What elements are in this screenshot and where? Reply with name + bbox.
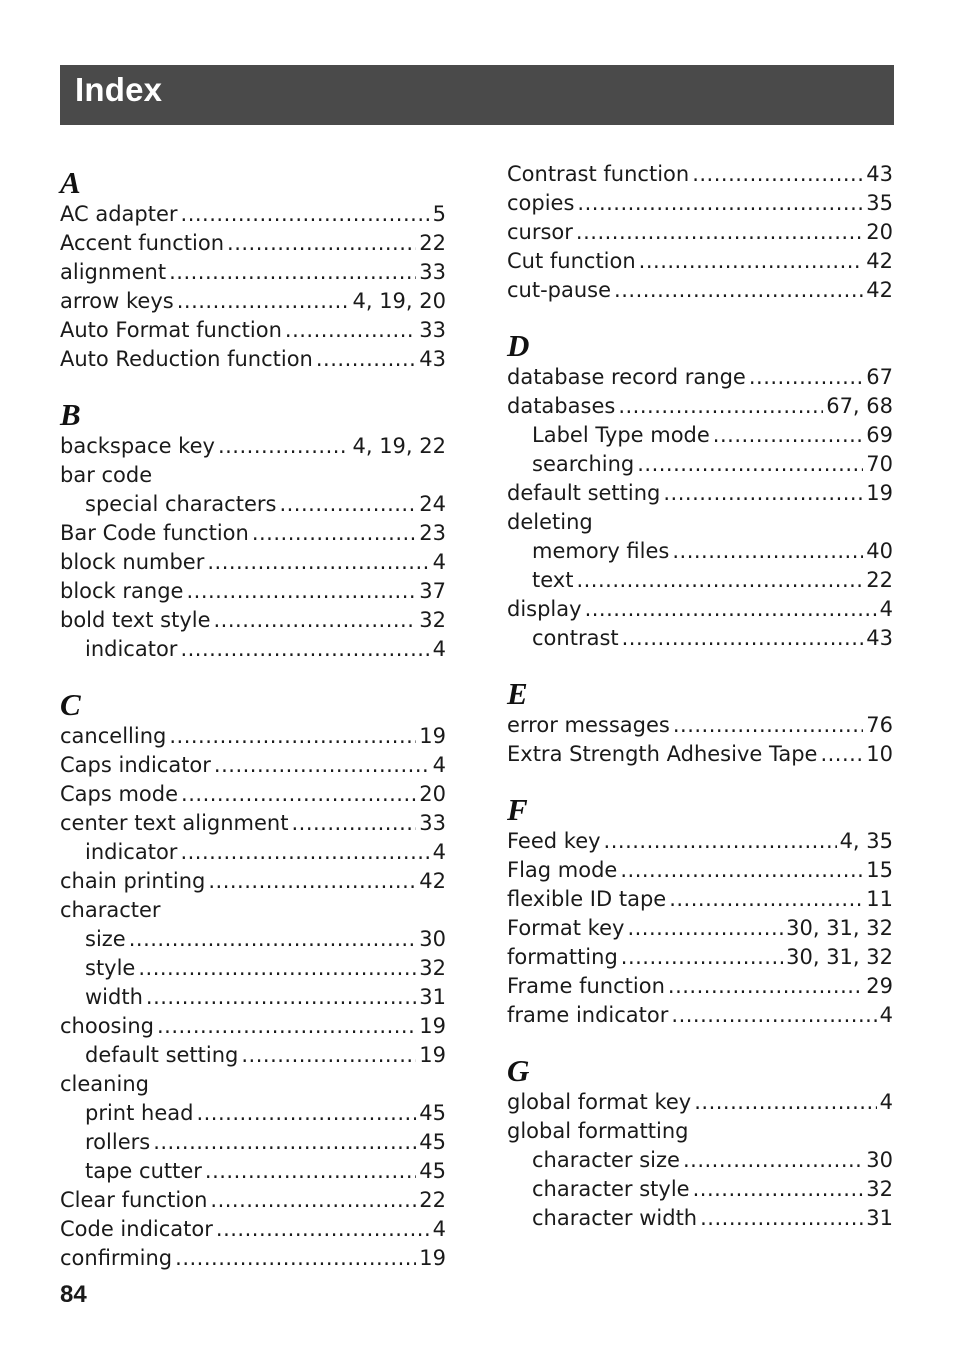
entry-pages: 45: [419, 1159, 446, 1183]
entry-pages: 22: [419, 231, 446, 255]
dot-leader: [181, 780, 416, 809]
index-entry: [60, 432, 446, 461]
entry-pages: 45: [419, 1130, 446, 1154]
dot-leader: [694, 1088, 876, 1117]
index-subentry: [60, 490, 446, 519]
entry-term: print head: [85, 1101, 194, 1125]
entry-pages: 37: [419, 579, 446, 603]
dot-leader: [169, 722, 416, 751]
entry-term: character style: [532, 1177, 690, 1201]
entry-term: center text alignment: [60, 811, 289, 835]
entry-pages: 43: [419, 347, 446, 371]
index-entry: [507, 508, 893, 537]
index-entry: [507, 1117, 893, 1146]
index-subentry: [507, 566, 893, 595]
entry-term: Auto Reduction function: [60, 347, 313, 371]
dot-leader: [227, 229, 416, 258]
dot-leader: [157, 1012, 416, 1041]
entry-pages: 11: [866, 887, 893, 911]
index-entry: [60, 1012, 446, 1041]
dot-leader: [693, 1175, 864, 1204]
index-entry: [60, 867, 446, 896]
index-section: [60, 162, 446, 374]
section-letter: A: [60, 165, 81, 200]
entry-term: default setting: [85, 1043, 239, 1067]
entry-term: block range: [60, 579, 184, 603]
dot-leader: [820, 740, 863, 769]
index-entry: [60, 316, 446, 345]
dot-leader: [700, 1204, 863, 1233]
dot-leader: [672, 537, 863, 566]
entry-pages: 33: [419, 318, 446, 342]
index-entry: [507, 595, 893, 624]
entry-pages: 4: [879, 1090, 893, 1114]
index-entry: [507, 392, 893, 421]
entry-pages: 22: [866, 568, 893, 592]
entry-pages: 19: [419, 1043, 446, 1067]
dot-leader: [668, 972, 863, 1001]
page-number: 84: [60, 1281, 87, 1308]
entry-term: size: [85, 927, 126, 951]
index-section: [60, 684, 446, 1273]
entry-pages: 32: [866, 1177, 893, 1201]
entry-term: flexible ID tape: [507, 887, 667, 911]
entry-pages: 40: [866, 539, 893, 563]
index-subentry: [507, 421, 893, 450]
index-subentry: [60, 1128, 446, 1157]
index-entry: [507, 856, 893, 885]
index-entry: [507, 943, 893, 972]
entry-pages: 22: [419, 1188, 446, 1212]
dot-leader: [577, 189, 863, 218]
entry-term: memory files: [532, 539, 670, 563]
dot-leader: [169, 258, 416, 287]
entry-term: Auto Format function: [60, 318, 282, 342]
entry-term: special characters: [85, 492, 277, 516]
dot-leader: [639, 247, 864, 276]
entry-term: Contrast function: [507, 162, 690, 186]
entry-pages: 42: [419, 869, 446, 893]
index-entry: [507, 1001, 893, 1030]
index-entry: [60, 1244, 446, 1273]
entry-term: cancelling: [60, 724, 167, 748]
entry-pages: 4, 19, 20: [352, 289, 446, 313]
entry-term: style: [85, 956, 136, 980]
index-entry: [507, 189, 893, 218]
index-entry: [507, 885, 893, 914]
entry-pages: 69: [866, 423, 893, 447]
dot-leader: [614, 276, 863, 305]
entry-term: chain printing: [60, 869, 206, 893]
entry-term: AC adapter: [60, 202, 178, 226]
entry-term: alignment: [60, 260, 167, 284]
entry-term: global format key: [507, 1090, 692, 1114]
index-entry: [507, 1088, 893, 1117]
index-subentry: [507, 1175, 893, 1204]
index-entry: [60, 577, 446, 606]
section-letter: F: [507, 792, 528, 827]
index-subentry: [507, 1146, 893, 1175]
index-entry: [507, 479, 893, 508]
entry-pages: 10: [866, 742, 893, 766]
entry-pages: 30: [866, 1148, 893, 1172]
index-entry: [507, 740, 893, 769]
entry-pages: 45: [419, 1101, 446, 1125]
entry-pages: 33: [419, 811, 446, 835]
index-entry: [60, 722, 446, 751]
dot-leader: [241, 1041, 416, 1070]
dot-leader: [713, 421, 863, 450]
index-subentry: [60, 925, 446, 954]
entry-pages: 67, 68: [826, 394, 893, 418]
entry-term: cut-pause: [507, 278, 612, 302]
dot-leader: [205, 1157, 416, 1186]
entry-pages: 43: [866, 626, 893, 650]
dot-leader: [218, 432, 350, 461]
section-letter: C: [60, 687, 81, 722]
entry-term: indicator: [85, 840, 178, 864]
entry-term: Flag mode: [507, 858, 618, 882]
index-subentry: [60, 1157, 446, 1186]
index-subentry: [60, 1099, 446, 1128]
section-letter: B: [60, 397, 81, 432]
index-subentry: [60, 983, 446, 1012]
index-entry: [507, 218, 893, 247]
index-section: [507, 325, 893, 653]
dot-leader: [622, 624, 864, 653]
dot-leader: [146, 983, 416, 1012]
dot-leader: [621, 943, 783, 972]
index-entry: [507, 972, 893, 1001]
index-column-right: [507, 160, 893, 1233]
entry-term: deleting: [507, 510, 593, 534]
dot-leader: [692, 160, 863, 189]
index-subentry: [60, 635, 446, 664]
dot-leader: [214, 606, 417, 635]
index-subentry: [507, 537, 893, 566]
index-entry: [60, 258, 446, 287]
index-entry: [60, 461, 446, 490]
entry-pages: 24: [419, 492, 446, 516]
entry-pages: 4: [432, 753, 446, 777]
entry-term: character: [60, 898, 161, 922]
entry-pages: 19: [419, 1014, 446, 1038]
entry-pages: 20: [866, 220, 893, 244]
entry-pages: 31: [866, 1206, 893, 1230]
index-entry: [60, 200, 446, 229]
dot-leader: [576, 218, 863, 247]
dot-leader: [180, 635, 429, 664]
index-section: [60, 394, 446, 664]
index-entry: [60, 780, 446, 809]
entry-pages: 32: [419, 608, 446, 632]
dot-leader: [669, 885, 863, 914]
entry-term: backspace key: [60, 434, 215, 458]
entry-pages: 19: [419, 724, 446, 748]
dot-leader: [196, 1099, 416, 1128]
entry-term: database record range: [507, 365, 746, 389]
entry-term: Caps mode: [60, 782, 179, 806]
dot-leader: [175, 1244, 416, 1273]
entry-pages: 4, 35: [839, 829, 893, 853]
index-entry: [507, 827, 893, 856]
index-subentry: [60, 838, 446, 867]
entry-term: indicator: [85, 637, 178, 661]
entry-term: searching: [532, 452, 635, 476]
dot-leader: [673, 711, 863, 740]
entry-term: display: [507, 597, 582, 621]
entry-term: block number: [60, 550, 205, 574]
entry-pages: 15: [866, 858, 893, 882]
entry-term: character size: [532, 1148, 680, 1172]
entry-pages: 30: [419, 927, 446, 951]
entry-pages: 30, 31, 32: [786, 945, 893, 969]
entry-pages: 4, 19, 22: [352, 434, 446, 458]
index-column-left: [60, 162, 446, 1273]
index-entry: [507, 711, 893, 740]
entry-term: Frame function: [507, 974, 665, 998]
entry-pages: 29: [866, 974, 893, 998]
dot-leader: [216, 1215, 430, 1244]
index-section: [507, 789, 893, 1030]
dot-leader: [683, 1146, 863, 1175]
entry-pages: 19: [419, 1246, 446, 1270]
entry-pages: 23: [419, 521, 446, 545]
entry-term: choosing: [60, 1014, 154, 1038]
entry-term: copies: [507, 191, 575, 215]
entry-pages: 20: [419, 782, 446, 806]
entry-term: confirming: [60, 1246, 173, 1270]
entry-pages: 4: [879, 597, 893, 621]
entry-term: databases: [507, 394, 616, 418]
entry-pages: 30, 31, 32: [786, 916, 893, 940]
index-subentry: [507, 1204, 893, 1233]
entry-term: text: [532, 568, 574, 592]
entry-term: formatting: [507, 945, 618, 969]
entry-term: rollers: [85, 1130, 151, 1154]
dot-leader: [208, 867, 416, 896]
entry-term: bold text style: [60, 608, 211, 632]
dot-leader: [138, 954, 416, 983]
entry-term: cursor: [507, 220, 573, 244]
index-header-bar: [60, 65, 894, 125]
section-letter: G: [507, 1053, 530, 1088]
dot-leader: [153, 1128, 416, 1157]
dot-leader: [637, 450, 863, 479]
entry-pages: 31: [419, 985, 446, 1009]
dot-leader: [207, 548, 429, 577]
dot-leader: [129, 925, 417, 954]
entry-term: contrast: [532, 626, 619, 650]
section-letter: D: [507, 328, 530, 363]
index-entry: [60, 345, 446, 374]
entry-pages: 4: [432, 840, 446, 864]
index-section: [507, 160, 893, 305]
page-title: Index: [75, 71, 163, 108]
index-subentry: [507, 624, 893, 653]
dot-leader: [291, 809, 416, 838]
dot-leader: [252, 519, 416, 548]
index-section: [507, 673, 893, 769]
dot-leader: [181, 200, 430, 229]
dot-leader: [177, 287, 350, 316]
entry-term: Label Type mode: [532, 423, 710, 447]
dot-leader: [749, 363, 863, 392]
index-entry: [60, 287, 446, 316]
entry-pages: 35: [866, 191, 893, 215]
dot-leader: [585, 595, 877, 624]
index-subentry: [60, 954, 446, 983]
entry-pages: 4: [432, 550, 446, 574]
index-entry: [507, 160, 893, 189]
entry-term: global formatting: [507, 1119, 689, 1143]
entry-pages: 4: [879, 1003, 893, 1027]
entry-pages: 42: [866, 278, 893, 302]
dot-leader: [316, 345, 416, 374]
dot-leader: [620, 856, 863, 885]
index-entry: [60, 896, 446, 925]
entry-pages: 19: [866, 481, 893, 505]
dot-leader: [618, 392, 823, 421]
index-entry: [507, 276, 893, 305]
index-entry: [60, 519, 446, 548]
index-entry: [60, 1215, 446, 1244]
dot-leader: [279, 490, 416, 519]
entry-term: Extra Strength Adhesive Tape: [507, 742, 818, 766]
dot-leader: [180, 838, 429, 867]
entry-term: error messages: [507, 713, 670, 737]
index-entry: [507, 247, 893, 276]
index-entry: [507, 363, 893, 392]
index-subentry: [507, 450, 893, 479]
entry-term: Code indicator: [60, 1217, 213, 1241]
dot-leader: [285, 316, 416, 345]
index-entry: [60, 229, 446, 258]
dot-leader: [576, 566, 863, 595]
entry-term: cleaning: [60, 1072, 149, 1096]
entry-term: tape cutter: [85, 1159, 202, 1183]
index-entry: [507, 914, 893, 943]
entry-pages: 32: [419, 956, 446, 980]
index-entry: [60, 1186, 446, 1215]
entry-term: width: [85, 985, 143, 1009]
entry-term: Accent function: [60, 231, 225, 255]
entry-term: Bar Code function: [60, 521, 249, 545]
entry-pages: 43: [866, 162, 893, 186]
entry-term: Feed key: [507, 829, 601, 853]
dot-leader: [663, 479, 863, 508]
entry-term: frame indicator: [507, 1003, 669, 1027]
dot-leader: [604, 827, 837, 856]
index-section: [507, 1050, 893, 1233]
dot-leader: [186, 577, 416, 606]
entry-pages: 5: [432, 202, 446, 226]
entry-term: Cut function: [507, 249, 636, 273]
entry-term: Format key: [507, 916, 625, 940]
section-letter: E: [507, 676, 528, 711]
entry-pages: 70: [866, 452, 893, 476]
index-subentry: [60, 1041, 446, 1070]
dot-leader: [627, 914, 783, 943]
entry-term: Caps indicator: [60, 753, 211, 777]
index-entry: [60, 809, 446, 838]
dot-leader: [671, 1001, 876, 1030]
dot-leader: [210, 1186, 416, 1215]
entry-pages: 42: [866, 249, 893, 273]
entry-term: character width: [532, 1206, 698, 1230]
index-entry: [60, 751, 446, 780]
entry-term: bar code: [60, 463, 153, 487]
index-entry: [60, 548, 446, 577]
entry-term: default setting: [507, 481, 661, 505]
entry-pages: 4: [432, 637, 446, 661]
entry-pages: 67: [866, 365, 893, 389]
entry-term: arrow keys: [60, 289, 174, 313]
entry-pages: 4: [432, 1217, 446, 1241]
entry-pages: 33: [419, 260, 446, 284]
entry-pages: 76: [866, 713, 893, 737]
index-entry: [60, 606, 446, 635]
entry-term: Clear function: [60, 1188, 208, 1212]
dot-leader: [214, 751, 430, 780]
index-entry: [60, 1070, 446, 1099]
